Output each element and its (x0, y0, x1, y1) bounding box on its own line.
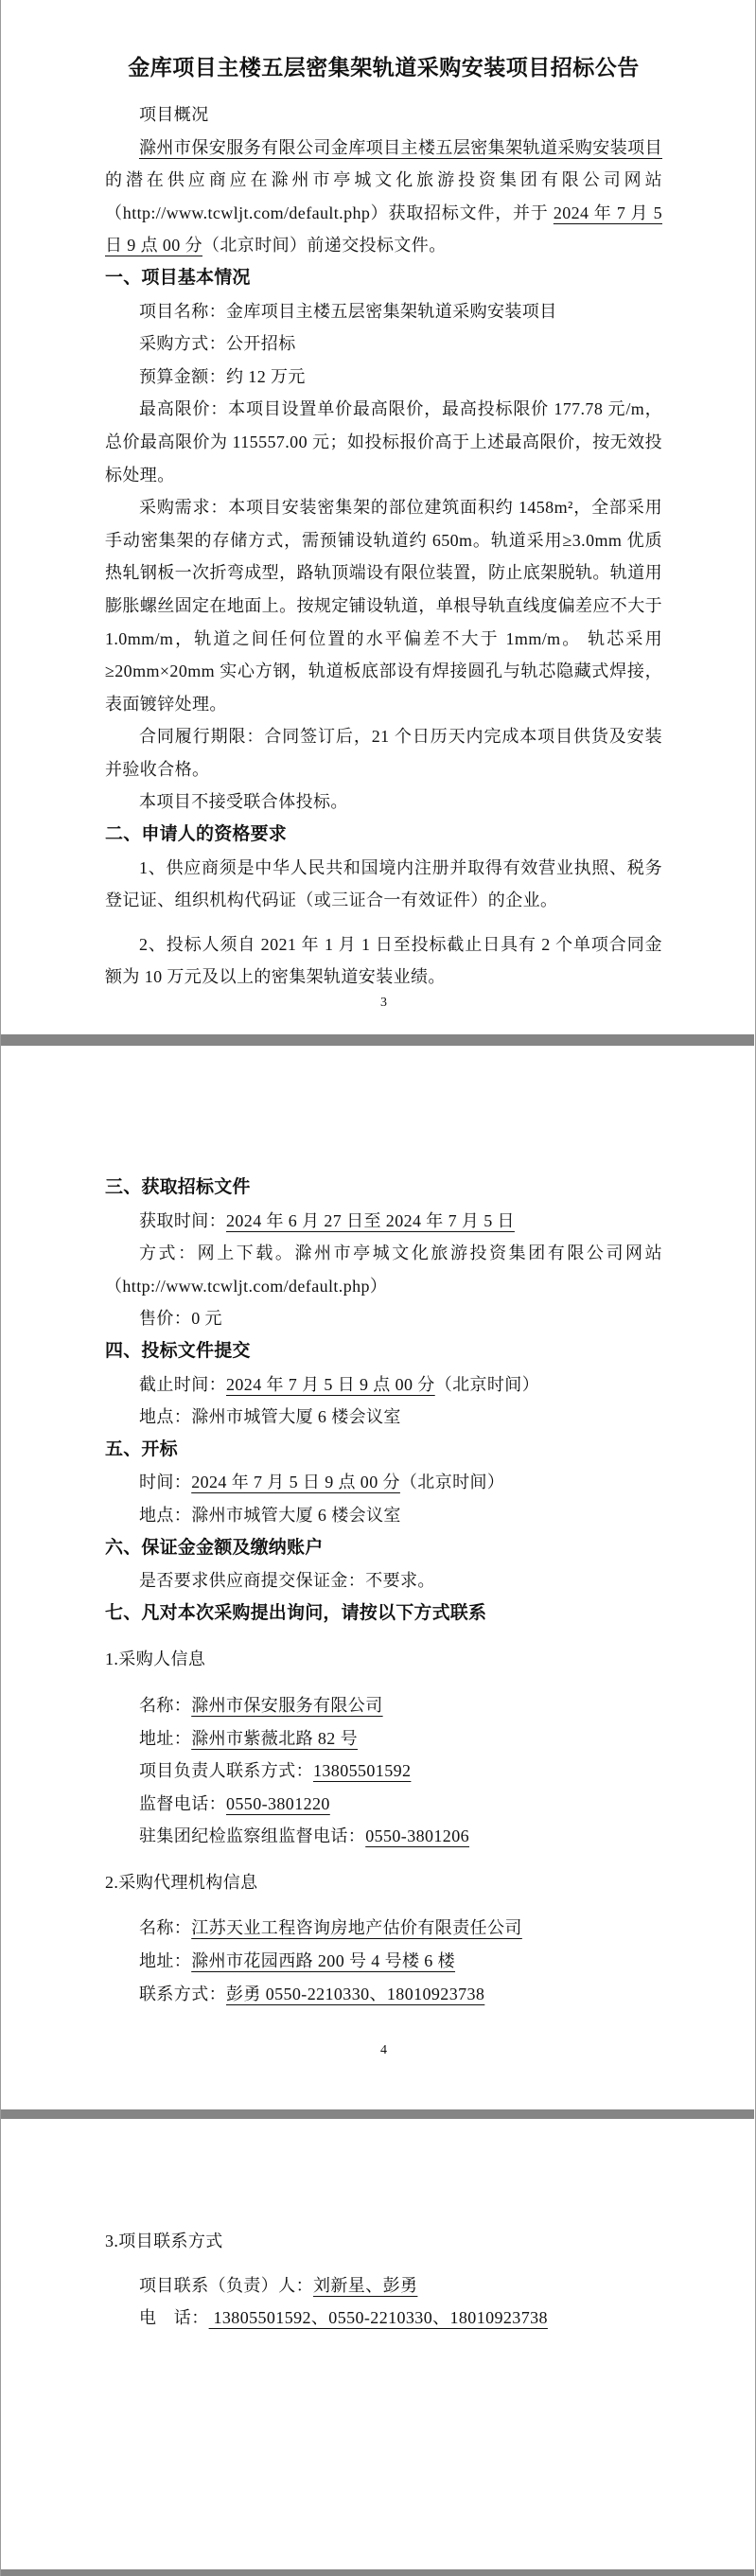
underlined-text: 刘新星、彭勇 (313, 2275, 418, 2295)
section-heading (105, 1335, 662, 1368)
page-1-content (105, 51, 662, 994)
text-segment: 最高限价：本项目设置单价最高限价，最高投标限价 177.78 元/m，总价最高限价为 115557.00 元；如投标报价高于上述最高限价，按无效投标处理。 (105, 399, 662, 485)
text-segment: 三、获取招标文件 (105, 1177, 251, 1197)
text-segment: 2.采购代理机构信息 (105, 1872, 258, 1892)
paragraph (105, 852, 662, 917)
text-segment: 电 话： (139, 2308, 209, 2328)
text-segment: 名称： (139, 1695, 192, 1715)
paragraph (105, 720, 662, 785)
page-separator (0, 2109, 754, 2119)
paragraph (105, 1205, 662, 1238)
text-segment: 是否要求供应商提交保证金：不要求。 (139, 1571, 435, 1591)
paragraph (105, 295, 662, 328)
text-segment: （北京时间）前递交投标文件。 (202, 236, 447, 256)
underlined-text: 滁州市花园西路 200 号 4 号楼 6 楼 (191, 1951, 456, 1971)
text-segment: 获取时间： (139, 1210, 226, 1230)
text-segment: 一、项目基本情况 (105, 267, 251, 288)
paragraph (105, 1237, 662, 1302)
paragraph (105, 491, 662, 720)
text-segment: 合同履行期限：合同签订后，21 个日历天内完成本项目供货及安装并验收合格。 (105, 727, 662, 779)
text-segment: 项目概况 (139, 105, 209, 124)
underlined-text: 彭勇 0550-2210330、18010923738 (226, 1984, 485, 2003)
page-number: 4 (380, 2043, 387, 2057)
paragraph (105, 1945, 662, 1978)
section-heading (105, 1597, 662, 1631)
underlined-text: 滁州市紫薇北路 82 号 (191, 1728, 359, 1748)
page-2 (1, 1046, 755, 2109)
paragraph (105, 2302, 662, 2335)
paragraph (105, 1564, 662, 1597)
paragraph (105, 1978, 662, 2011)
text-segment: 六、保证金金额及缴纳账户 (105, 1537, 324, 1558)
text-segment: 项目联系（负责）人： (139, 2275, 313, 2295)
text-segment: 驻集团纪检监察组监督电话： (139, 1826, 366, 1846)
text-segment: 方式：网上下载。滁州市亭城文化旅游投资集团有限公司网站（http://www.tcwljt.com/default.php） (105, 1244, 662, 1296)
paragraph (105, 132, 662, 262)
text-segment: 项目名称：金库项目主楼五层密集架轨道采购安装项目 (139, 301, 557, 321)
section-heading (105, 1434, 662, 1467)
underlined-text: 2024 年 7 月 5 日 9 点 00 分 (191, 1473, 400, 1492)
paragraph (105, 1912, 662, 1945)
text-segment: 地址： (139, 1728, 192, 1748)
text-segment: 2、投标人须自 2021 年 1 月 1 日至投标截止日具有 2 个单项合同金额为 10 万元及以上的密集架轨道安装业绩。 (105, 934, 662, 987)
text-segment: （北京时间） (399, 1473, 505, 1492)
underlined-text: 0550-3801206 (365, 1826, 469, 1846)
text-segment: 采购方式：公开招标 (139, 334, 296, 354)
paragraph (105, 1368, 662, 1402)
paragraph (105, 785, 662, 819)
underlined-text: 2024 年 7 月 5 日 9 点 00 分 (226, 1374, 435, 1394)
underlined-text: 0550-3801220 (226, 1793, 330, 1813)
underlined-text: 滁州市保安服务有限公司金库项目主楼五层密集架轨道采购安装项目 (139, 137, 662, 157)
page-2-content (105, 1172, 662, 2010)
underlined-text: 江苏天业工程咨询房地产估价有限责任公司 (191, 1918, 522, 1938)
section-heading (105, 1532, 662, 1565)
underlined-text: 2024 年 6 月 27 日至 2024 年 7 月 5 日 (226, 1210, 515, 1230)
paragraph (105, 1788, 662, 1821)
text-segment: 地址： (139, 1951, 192, 1971)
paragraph (105, 361, 662, 394)
section-heading (105, 1172, 662, 1205)
text-segment: 采购需求：本项目安装密集架的部位建筑面积约 1458m²，全部采用手动密集架的存储方式，需预铺设轨道约 650m。轨道采用≥3.0mm 优质热轧钢板一次折弯成型，路轨顶端设有限位装置，防止底架脱轨。轨道用膨胀螺丝固定在地面上。按规定铺设轨道，单根导轨直线度偏差应不大于 1.0mm/m，轨道之间任何位置的水平偏差不大于 1mm/m。 轨芯采用≥20mm×20mm 实心方钢，轨道板底部设有焊接圆孔与轨芯隐藏式焊接，表面镀锌处理。 (105, 498, 662, 714)
text-segment: 地点：滁州市城管大厦 6 楼会议室 (139, 1505, 401, 1525)
underlined-text: 13805501592、0550-2210330、18010923738 (208, 2308, 548, 2328)
page-1 (1, 0, 755, 1034)
document-title (96, 51, 672, 83)
text-segment: 金库项目主楼五层密集架轨道采购安装项目招标公告 (128, 55, 640, 79)
paragraph (105, 1755, 662, 1788)
paragraph (105, 928, 662, 994)
text-segment: 监督电话： (139, 1793, 226, 1813)
paragraph (105, 1302, 662, 1335)
text-segment: 七、凡对本次采购提出询问，请按以下方式联系 (105, 1602, 487, 1623)
text-segment: 名称： (139, 1918, 192, 1938)
paragraph (105, 1820, 662, 1853)
paragraph (105, 327, 662, 361)
text-segment: 本项目不接受联合体投标。 (139, 792, 348, 812)
page-separator (0, 1034, 754, 1046)
section-heading (105, 819, 662, 852)
text-segment: 联系方式： (139, 1984, 226, 2003)
paragraph (105, 2269, 662, 2303)
text-segment: 截止时间： (139, 1374, 226, 1394)
page-separator (0, 2569, 754, 2576)
text-segment: 项目负责人联系方式： (139, 1761, 313, 1781)
page-number: 3 (380, 996, 387, 1011)
paragraph (105, 1689, 662, 1722)
paragraph (105, 1866, 662, 1899)
text-segment: 时间： (139, 1473, 192, 1492)
paragraph (105, 1722, 662, 1756)
text-segment: 1.采购人信息 (105, 1650, 206, 1669)
text-segment: 五、开标 (105, 1438, 178, 1459)
page-3-content (105, 2225, 662, 2335)
paragraph (105, 1499, 662, 1532)
underlined-text: 2024 年 7 月 5 日 9 点 00 分 (105, 203, 662, 256)
underlined-text: 13805501592 (313, 1761, 412, 1781)
paragraph (105, 2225, 662, 2258)
text-segment: 售价：0 元 (139, 1309, 222, 1329)
paragraph (105, 393, 662, 491)
text-segment: 的潜在供应商应在滁州市亭城文化旅游投资集团有限公司网站（http://www.tcwljt.com/default.php）获取招标文件，并于 (105, 170, 662, 222)
text-segment: 3.项目联系方式 (105, 2232, 223, 2250)
paragraph (105, 1466, 662, 1499)
page-3 (1, 2119, 755, 2569)
underlined-text: 滁州市保安服务有限公司 (191, 1695, 383, 1715)
text-segment: 二、申请人的资格要求 (105, 824, 288, 845)
paragraph (105, 1643, 662, 1676)
section-heading (105, 262, 662, 295)
paragraph (105, 1401, 662, 1434)
paragraph (105, 98, 662, 132)
text-segment: 1、供应商须是中华人民共和国境内注册并取得有效营业执照、税务登记证、组织机构代码证（或三证合一有效证件）的企业。 (105, 857, 662, 910)
text-segment: 地点：滁州市城管大厦 6 楼会议室 (139, 1407, 401, 1427)
text-segment: 四、投标文件提交 (105, 1340, 251, 1361)
text-segment: （北京时间） (434, 1374, 540, 1394)
text-segment: 预算金额：约 12 万元 (139, 366, 306, 386)
